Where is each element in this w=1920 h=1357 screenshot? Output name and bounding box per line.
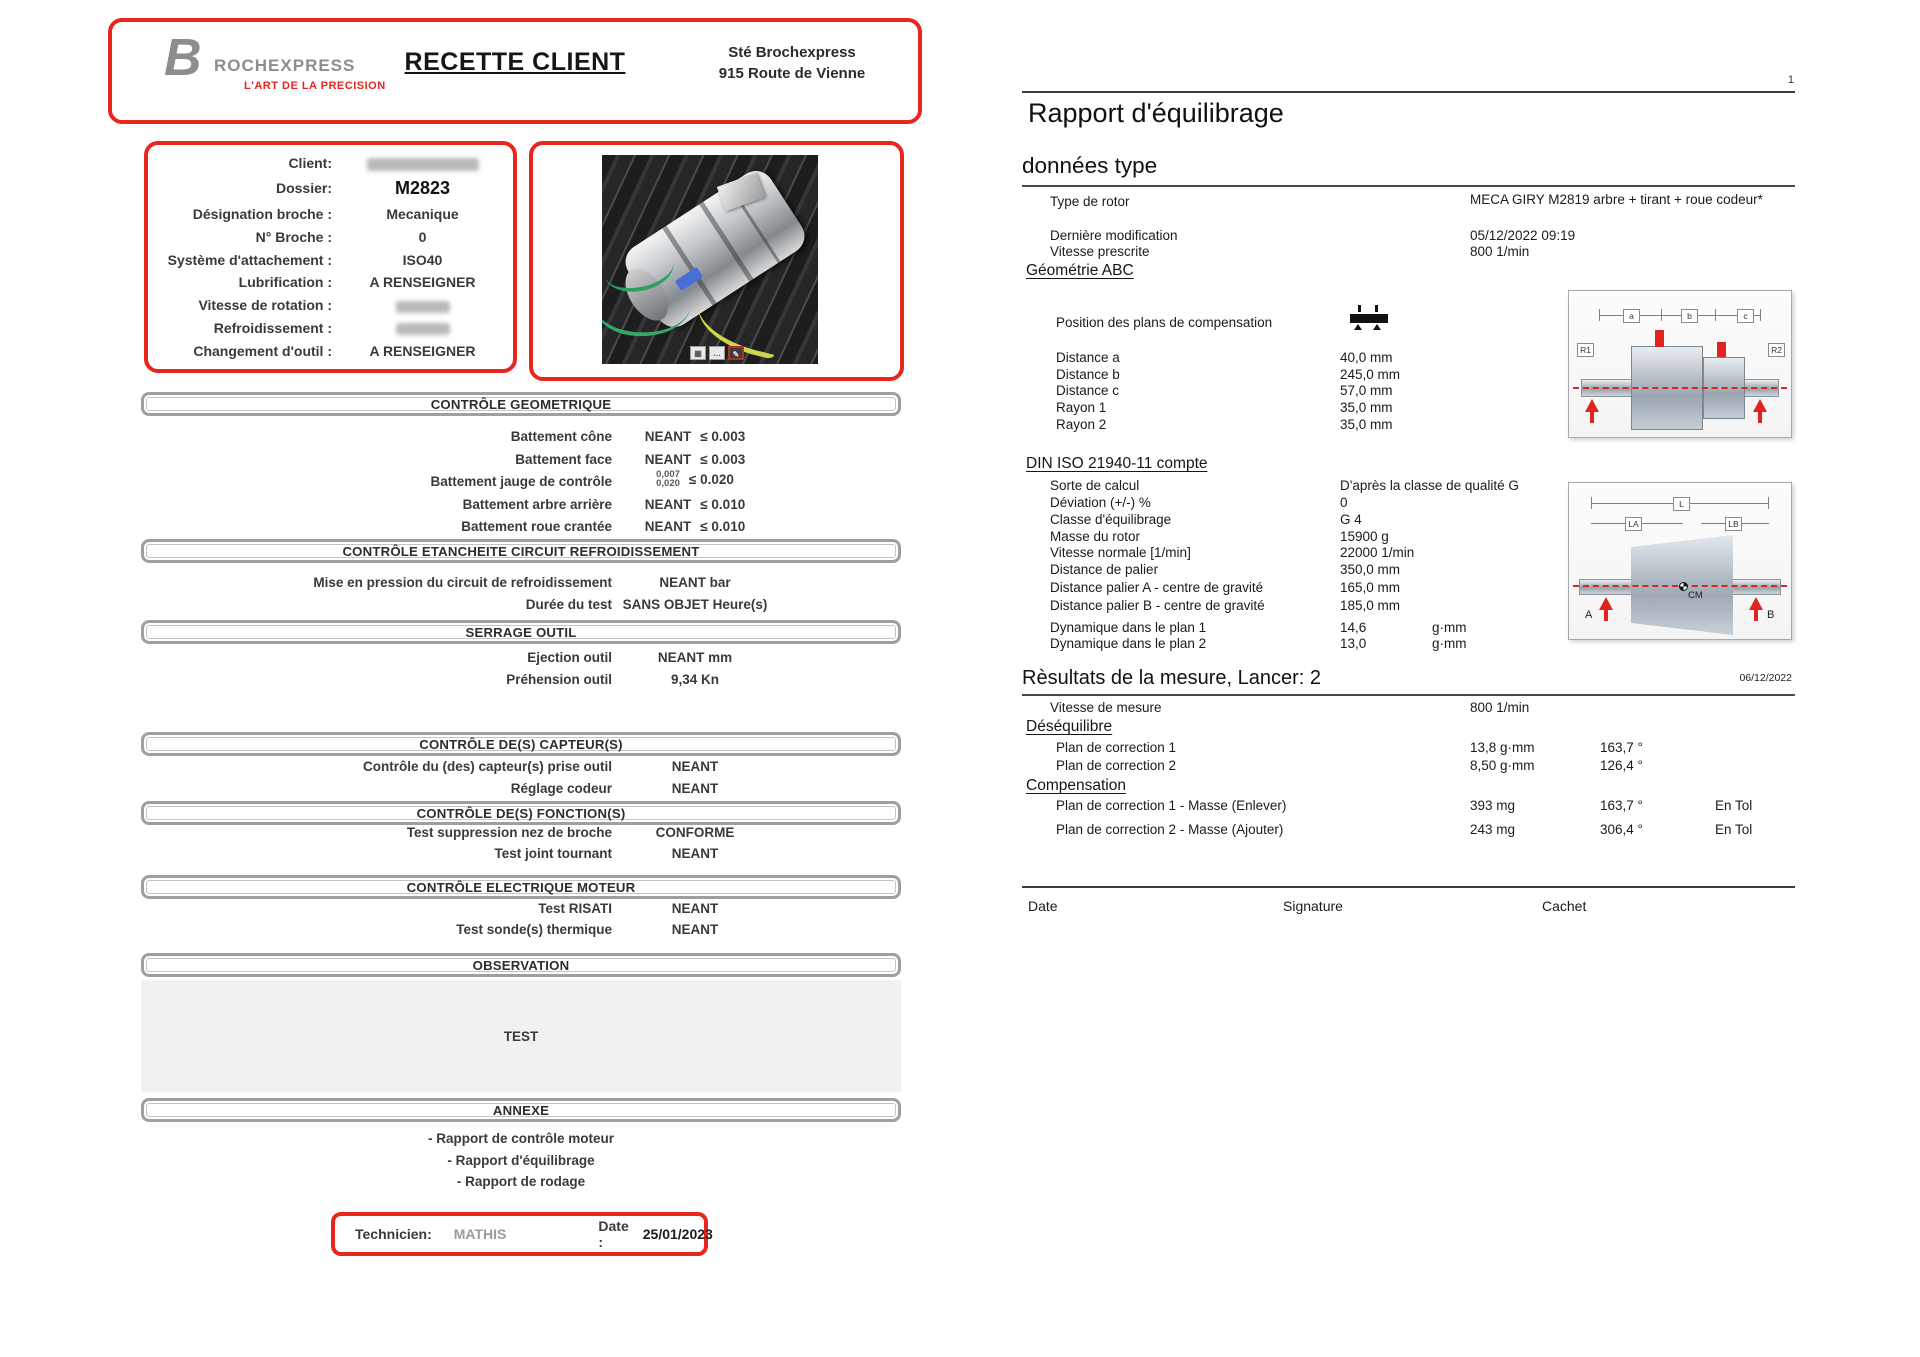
heading-compensation: Compensation: [1026, 777, 1126, 794]
heading-desequilibre: Déséquilibre: [1026, 718, 1113, 735]
row-value: [620, 781, 770, 796]
logo-tagline: L'ART DE LA PRECISION: [244, 80, 386, 92]
row-value: 8,50 g·mm: [1470, 758, 1535, 773]
center-of-mass-icon: [1679, 582, 1688, 591]
row-value: 35,0 mm: [1340, 400, 1393, 415]
info-label: Client:: [288, 155, 332, 171]
technicien-name: MATHIS: [453, 1226, 507, 1242]
stacked-values: [656, 470, 680, 488]
bearing-arrow-stem: [1604, 609, 1608, 621]
row-value: 393 mg: [1470, 798, 1516, 813]
measure-value-bottom: 0,020: [656, 478, 680, 489]
table-row: [141, 470, 901, 488]
dimension-tick: [1760, 309, 1761, 321]
info-row-vitesse: [160, 297, 501, 313]
dimension-tick: [1599, 309, 1600, 321]
row-angle: 126,4 °: [1600, 758, 1643, 773]
row-angle: 163,7 °: [1600, 798, 1643, 813]
row-value: 245,0 mm: [1340, 367, 1401, 382]
info-row-attachement: [160, 252, 501, 268]
info-label: Vitesse de rotation :: [198, 297, 332, 314]
section-bar-observation: OBSERVATION: [141, 953, 901, 977]
row-label: Dernière modification: [1050, 228, 1178, 243]
dimension-tick: [1661, 309, 1662, 321]
row-value: 13,0: [1340, 636, 1367, 651]
info-label: N° Broche :: [255, 228, 332, 245]
row-label: Vitesse prescrite: [1050, 244, 1150, 259]
date-label: Date :: [598, 1218, 629, 1250]
dim-label-b: b: [1681, 309, 1698, 323]
bearing-label-a: A: [1585, 609, 1593, 621]
row-tolerance: En Tol: [1715, 822, 1753, 837]
results-title: Rèsultats de la mesure, Lancer: 2: [1022, 667, 1322, 689]
info-value: [344, 297, 501, 313]
row-label: Déviation (+/-) %: [1050, 495, 1151, 510]
row-value: MECA GIRY M2819 arbre + tirant + roue codeur*: [1470, 192, 1763, 207]
row-label: Type de rotor: [1050, 194, 1130, 209]
row-value: [620, 452, 770, 467]
measure-value: NEANT mm: [657, 650, 733, 665]
dim-label-cm: CM: [1688, 590, 1703, 601]
dim-label-r2: R2: [1768, 343, 1785, 357]
technicien-label: Technicien:: [355, 1226, 432, 1242]
info-value: Mecanique: [386, 205, 459, 222]
measure-value: NEANT: [671, 759, 719, 774]
spindle-photo-box: [529, 141, 904, 381]
photo-toolbar: [690, 346, 744, 360]
section-bar-electrique: CONTRÔLE ELECTRIQUE MOTEUR: [141, 875, 901, 899]
bearing-arrow-stem: [1590, 411, 1594, 423]
dim-label-la: LA: [1625, 517, 1642, 531]
row-angle: 163,7 °: [1600, 740, 1643, 755]
row-tolerance: En Tol: [1715, 798, 1753, 813]
row-label: Préhension outil: [506, 672, 612, 687]
row-label: Rayon 2: [1056, 417, 1107, 432]
company-street: 915 Route de Vienne: [718, 65, 866, 82]
photo-tool-icon-1[interactable]: ▦: [690, 346, 706, 360]
row-unit: g·mm: [1432, 620, 1467, 635]
info-value: M2823: [394, 177, 451, 198]
info-value: ISO40: [402, 251, 443, 268]
measure-value: NEANT: [671, 901, 719, 916]
redacted-value: [396, 301, 450, 313]
row-label: Vitesse de mesure: [1050, 700, 1162, 715]
row-label: Mise en pression du circuit de refroidissement: [313, 575, 612, 590]
table-row: [141, 597, 901, 615]
table-row: [141, 901, 901, 919]
row-value: 15900 g: [1340, 529, 1389, 544]
annexe-item: - Rapport d'équilibrage: [447, 1153, 595, 1168]
info-row-changement-outil: [160, 343, 501, 359]
measure-value-top: 0,007: [656, 469, 680, 480]
row-label: Réglage codeur: [510, 781, 612, 796]
row-label: Position des plans de compensation: [1056, 315, 1273, 330]
heading-geometrie-abc: Géométrie ABC: [1026, 262, 1134, 279]
row-value: [620, 846, 770, 861]
annexe-item: - Rapport de contrôle moteur: [427, 1131, 614, 1146]
info-label: Refroidissement :: [213, 320, 332, 337]
info-label: Lubrification :: [238, 274, 332, 291]
section-bar-capteurs: CONTRÔLE DE(S) CAPTEUR(S): [141, 732, 901, 756]
correction-plane-marker: [1655, 330, 1664, 347]
logo-name: ROCHEXPRESS: [214, 56, 356, 75]
photo-tool-pencil-icon[interactable]: ✎: [728, 346, 744, 360]
redacted-value: [396, 323, 450, 335]
compensation-planes-icon: [1345, 303, 1393, 331]
info-value: A RENSEIGNER: [369, 274, 476, 291]
info-row-refroidissement: [160, 320, 501, 336]
row-value: [620, 575, 770, 590]
row-label: Distance palier B - centre de gravité: [1050, 598, 1265, 613]
row-value: 350,0 mm: [1340, 562, 1401, 577]
row-value: 40,0 mm: [1340, 350, 1393, 365]
results-date: 06/12/2022: [1739, 672, 1792, 684]
row-value: D'après la classe de qualité G: [1340, 478, 1519, 493]
dimension-tick: [1715, 309, 1716, 321]
row-label: Battement cône: [510, 429, 612, 444]
section-bar-controle-geometrique: CONTRÔLE GEOMETRIQUE: [141, 392, 901, 416]
row-label: Battement jauge de contrôle: [430, 474, 612, 489]
row-label: Test sonde(s) thermique: [456, 922, 612, 937]
row-label: Plan de correction 2 - Masse (Ajouter): [1056, 822, 1284, 837]
row-angle: 306,4 °: [1600, 822, 1643, 837]
section-resultats: [1022, 664, 1795, 696]
bearing-label-b: B: [1767, 609, 1775, 621]
top-rule: [1022, 91, 1795, 93]
row-value: G 4: [1340, 512, 1362, 527]
measure-value: NEANT: [671, 781, 719, 796]
redacted-value: [367, 158, 479, 171]
info-value: A RENSEIGNER: [369, 343, 476, 359]
footer-date-label: Date: [1028, 898, 1058, 914]
table-row: [141, 497, 901, 515]
row-value: [620, 759, 770, 774]
info-row-numero-broche: [160, 229, 501, 245]
measure-value: NEANT: [644, 429, 692, 444]
table-row: [141, 846, 901, 864]
row-value: [620, 597, 770, 612]
info-row-client: [160, 155, 501, 171]
row-value: 0: [1340, 495, 1348, 510]
heading-din-iso: DIN ISO 21940-11 compte: [1026, 455, 1208, 472]
row-label: Rayon 1: [1056, 400, 1107, 415]
observation-area: [141, 980, 901, 1092]
icon-tick: [1375, 305, 1378, 312]
row-label: Test joint tournant: [494, 846, 612, 861]
footer-rule: [1022, 886, 1795, 888]
row-value: 22000 1/min: [1340, 545, 1415, 560]
table-row: [141, 452, 901, 470]
row-label: Durée du test: [525, 597, 612, 612]
row-label: Plan de correction 1: [1056, 740, 1177, 755]
row-value: [620, 497, 770, 512]
row-value: 13,8 g·mm: [1470, 740, 1535, 755]
footer-signature-label: Signature: [1283, 898, 1343, 914]
row-label: Distance a: [1056, 350, 1120, 365]
measure-value: 9,34 Kn: [670, 672, 720, 687]
rotor-diagram-abc: [1568, 290, 1792, 438]
bearing-arrow-stem: [1754, 609, 1758, 621]
row-value: 800 1/min: [1470, 700, 1530, 715]
icon-foot: [1373, 324, 1381, 330]
row-value: 165,0 mm: [1340, 580, 1401, 595]
table-row: [141, 575, 901, 593]
table-row: [141, 650, 901, 668]
measure-value: NEANT: [644, 519, 692, 534]
row-label: Battement roue crantée: [461, 519, 612, 534]
info-label: Désignation broche :: [192, 205, 332, 222]
info-row-designation: [160, 206, 501, 222]
bearing-arrow-stem: [1758, 411, 1762, 423]
annexe-item: - Rapport de rodage: [456, 1174, 586, 1189]
info-label: Système d'attachement :: [167, 251, 332, 268]
info-value: 0: [418, 228, 427, 245]
row-value: [620, 470, 770, 488]
info-value: [344, 320, 501, 336]
row-label: Test suppression nez de broche: [406, 825, 612, 840]
measure-value: NEANT: [671, 846, 719, 861]
row-label: Vitesse normale [1/min]: [1050, 545, 1191, 560]
row-label: Plan de correction 1 - Masse (Enlever): [1056, 798, 1287, 813]
measure-limit: ≤ 0.003: [700, 452, 746, 467]
measure-value: NEANT: [644, 452, 692, 467]
row-value: 185,0 mm: [1340, 598, 1401, 613]
row-label: Sorte de calcul: [1050, 478, 1140, 493]
brochexpress-logo-icon: B: [164, 29, 200, 87]
row-value: 35,0 mm: [1340, 417, 1393, 432]
document-title: RECETTE CLIENT: [404, 48, 626, 76]
row-value: [620, 519, 770, 534]
dimension-tick: [1591, 497, 1592, 509]
correction-plane-marker: [1717, 342, 1726, 357]
row-value: [620, 922, 770, 937]
row-value: 57,0 mm: [1340, 383, 1393, 398]
dim-label-lb: LB: [1725, 517, 1742, 531]
measure-limit: ≤ 0.020: [688, 471, 734, 487]
page-number: 1: [1787, 74, 1794, 86]
footer-cachet-label: Cachet: [1542, 898, 1587, 914]
row-value: [620, 901, 770, 916]
table-row: [141, 759, 901, 777]
row-label: Test RISATI: [538, 901, 612, 916]
row-label: Classe d'équilibrage: [1050, 512, 1172, 527]
table-row: [141, 672, 901, 690]
measure-value: CONFORME: [655, 825, 735, 840]
row-label: Plan de correction 2: [1056, 758, 1177, 773]
row-label: Ejection outil: [527, 650, 612, 665]
icon-foot: [1354, 324, 1362, 330]
table-row: [141, 429, 901, 447]
measure-limit: ≤ 0.010: [700, 519, 746, 534]
rotor-diagram-din: [1568, 482, 1792, 640]
icon-bar: [1350, 314, 1388, 323]
icon-tick: [1358, 305, 1361, 312]
row-value: 243 mg: [1470, 822, 1516, 837]
dimension-tick: [1768, 497, 1769, 509]
row-label: Distance b: [1056, 367, 1120, 382]
dim-label-l: L: [1673, 497, 1690, 511]
section-bar-fonctions: CONTRÔLE DE(S) FONCTION(S): [141, 801, 901, 825]
company-name: Sté Brochexpress: [728, 44, 856, 61]
report-title: Rapport d'équilibrage: [1028, 98, 1284, 128]
measure-value: SANS OBJET Heure(s): [622, 597, 768, 612]
section-bar-etancheite: CONTRÔLE ETANCHEITE CIRCUIT REFROIDISSEMENT: [141, 539, 901, 563]
rotor-centerline: [1573, 387, 1787, 389]
observation-text: TEST: [503, 1028, 539, 1044]
info-value: [344, 155, 501, 171]
info-row-dossier: [160, 178, 501, 199]
company-address: [692, 42, 892, 84]
row-label: Masse du rotor: [1050, 529, 1141, 544]
row-value: 800 1/min: [1470, 244, 1530, 259]
row-label: Dynamique dans le plan 2: [1050, 636, 1207, 651]
row-label: Battement arbre arrière: [462, 497, 612, 512]
row-label: Distance palier A - centre de gravité: [1050, 580, 1264, 595]
date-value: 25/01/2023: [642, 1226, 713, 1242]
row-value: [620, 672, 770, 687]
section-bar-annexe: ANNEXE: [141, 1098, 901, 1122]
dim-label-a: a: [1623, 309, 1640, 323]
row-value: [620, 825, 770, 840]
dim-label-c: c: [1737, 309, 1754, 323]
row-unit: g·mm: [1432, 636, 1467, 651]
table-row: [141, 781, 901, 799]
section-bar-serrage-outil: SERRAGE OUTIL: [141, 620, 901, 644]
dim-label-r1: R1: [1577, 343, 1594, 357]
info-label: Changement d'outil :: [193, 343, 332, 359]
section-donnees-type: données type: [1022, 153, 1795, 187]
row-label: Distance c: [1056, 383, 1120, 398]
header-box: [108, 18, 922, 124]
table-row: [141, 922, 901, 940]
info-row-lubrification: [160, 274, 501, 290]
measure-limit: ≤ 0.003: [700, 429, 746, 444]
info-label: Dossier:: [275, 180, 332, 197]
row-label: Dynamique dans le plan 1: [1050, 620, 1207, 635]
measure-value: NEANT: [644, 497, 692, 512]
row-label: Contrôle du (des) capteur(s) prise outil: [362, 759, 612, 774]
technicien-box: [331, 1212, 713, 1256]
row-value: [620, 650, 770, 665]
row-value: 14,6: [1340, 620, 1367, 635]
row-value: [620, 429, 770, 444]
photo-tool-icon-2[interactable]: …: [709, 346, 725, 360]
row-label: Battement face: [515, 452, 612, 467]
table-row: [141, 519, 901, 537]
client-info-box: [144, 141, 517, 373]
measure-value: NEANT: [671, 922, 719, 937]
row-label: Distance de palier: [1050, 562, 1159, 577]
table-row: [141, 825, 901, 843]
measure-value: NEANT bar: [659, 575, 731, 590]
row-value: 05/12/2022 09:19: [1470, 228, 1576, 243]
measure-limit: ≤ 0.010: [700, 497, 746, 512]
spindle-photo: [602, 155, 818, 364]
